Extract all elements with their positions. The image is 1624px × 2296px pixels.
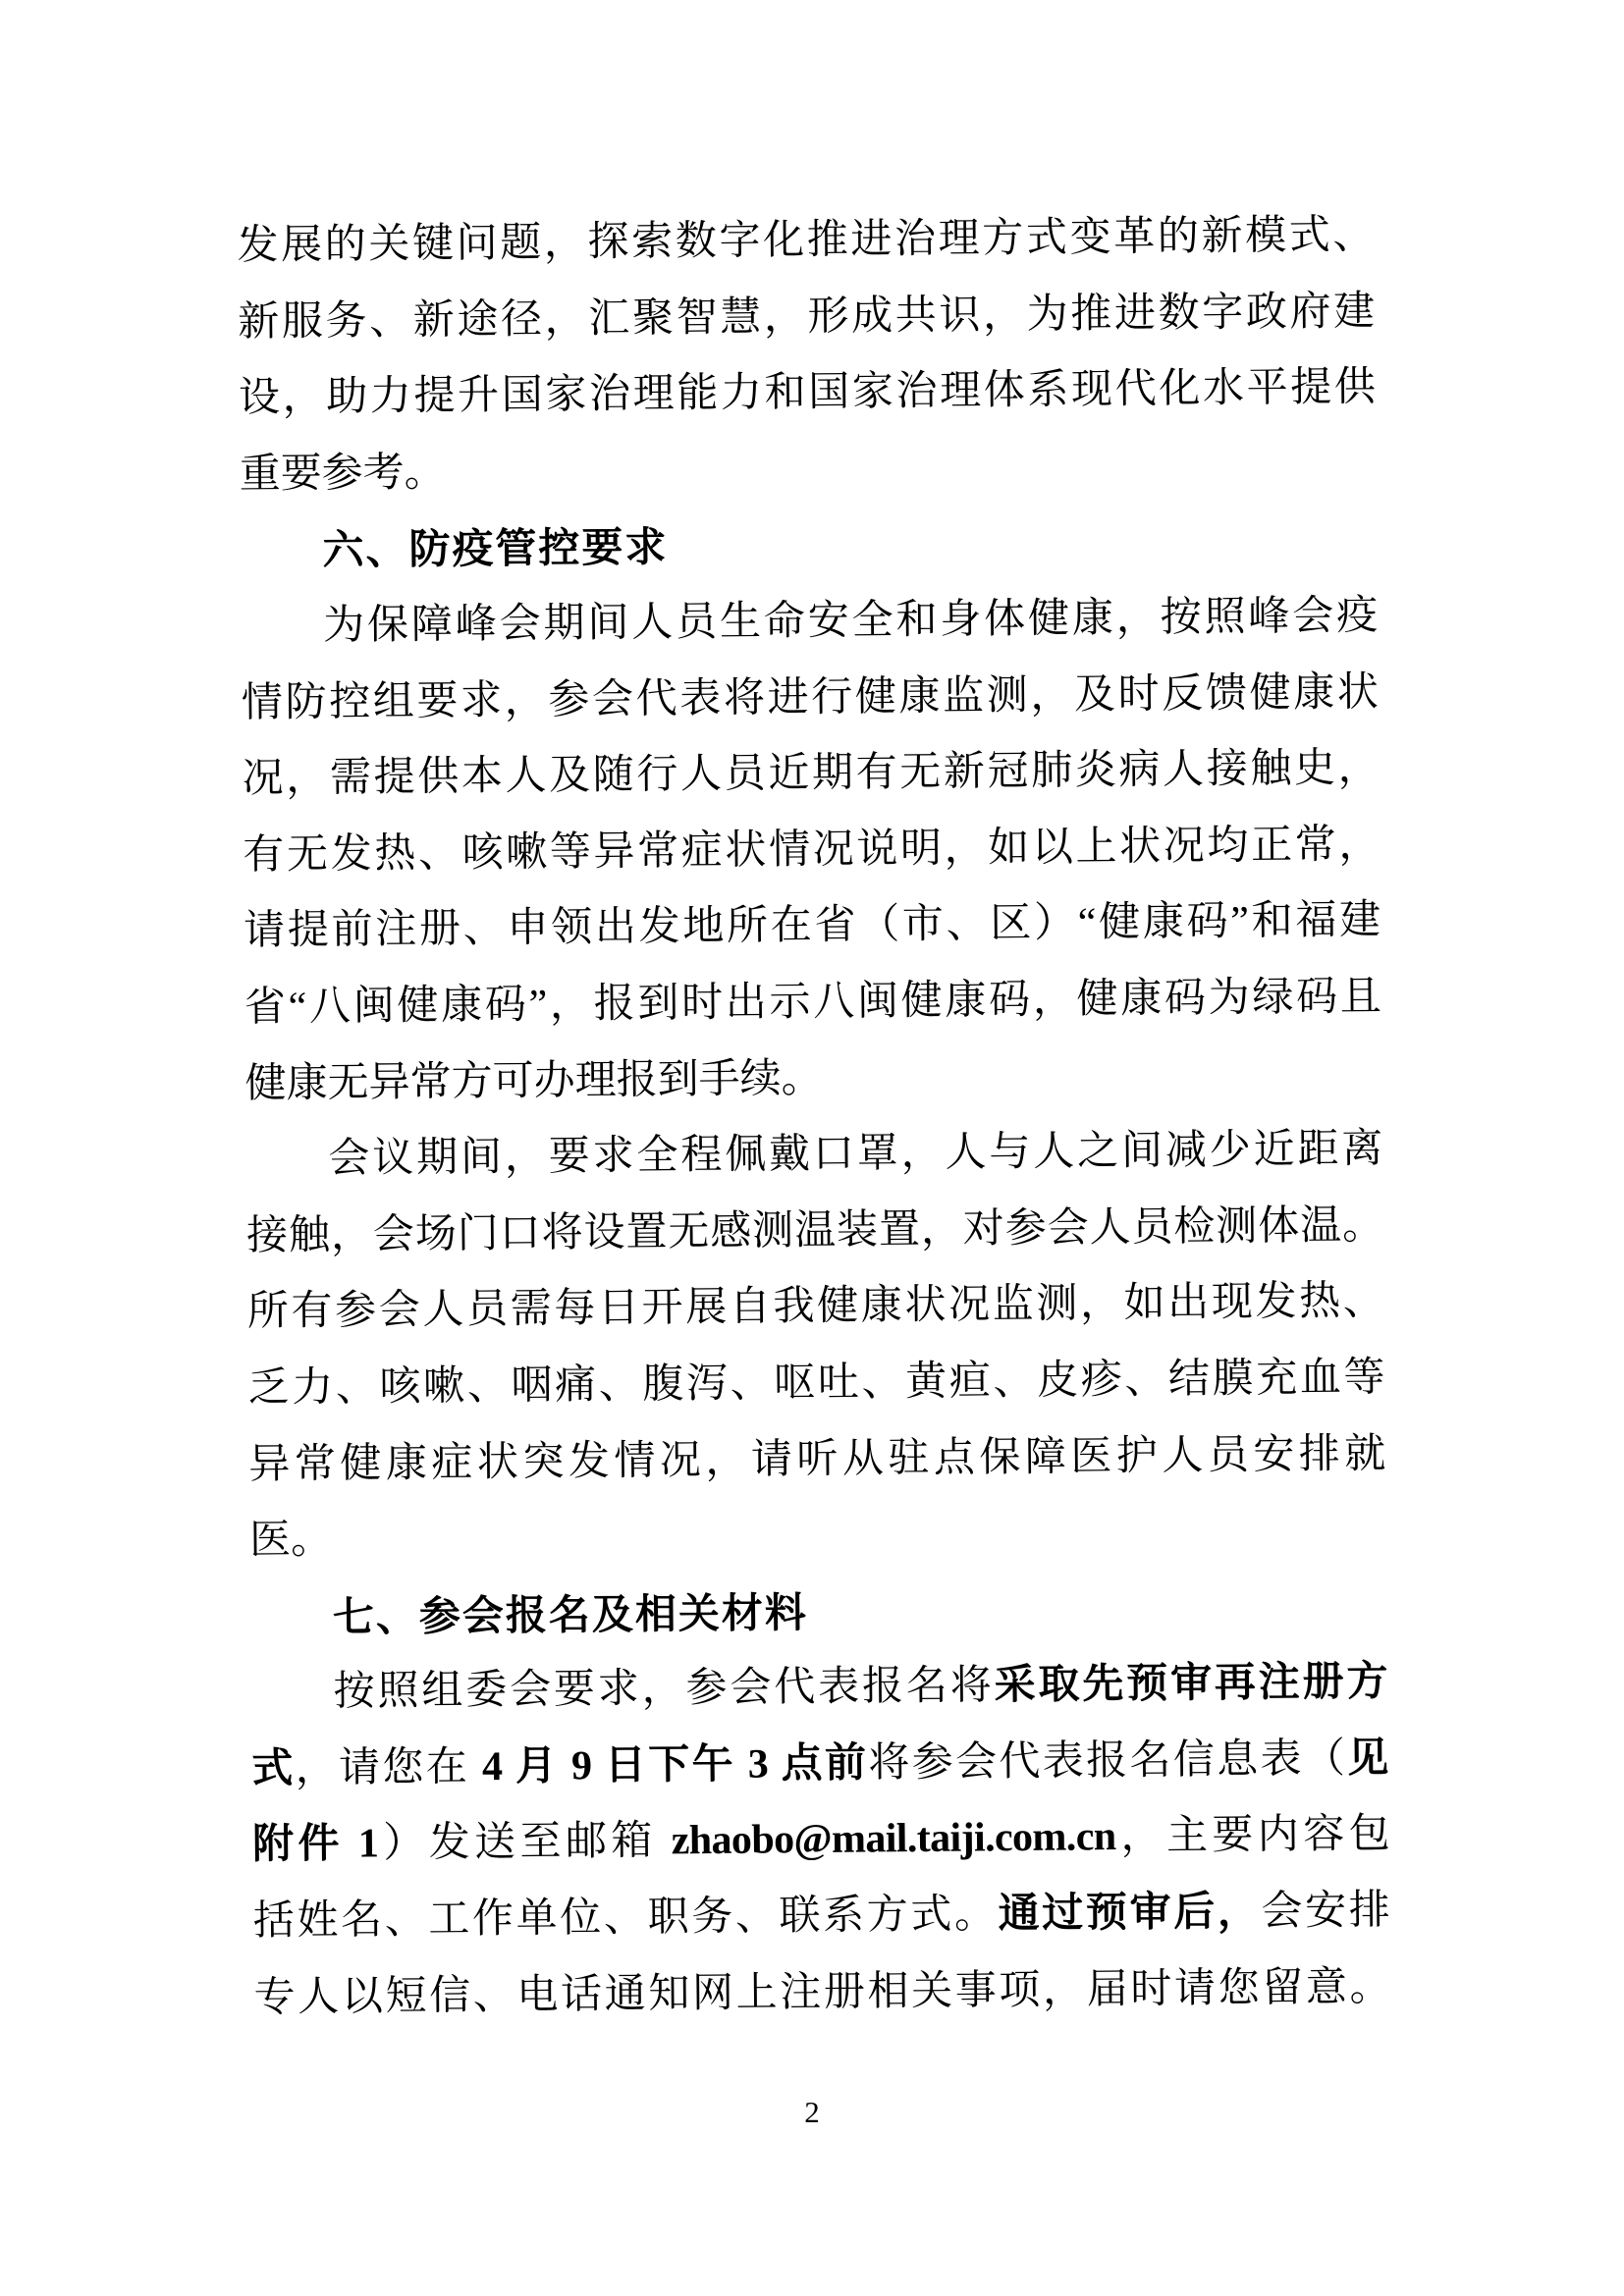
text-run: 医。 (248, 1517, 333, 1564)
body-line (247, 1340, 1385, 1427)
text-run: 新服务、新途径，汇聚智慧，形成共识，为推进数字政府建 (237, 289, 1376, 346)
text-run: 会安排 (1261, 1888, 1390, 1935)
document-text-block (237, 197, 1391, 2036)
body-line (246, 1188, 1384, 1275)
heading-text: 六、防疫管控要求 (322, 523, 669, 574)
body-line (245, 1112, 1383, 1200)
text-run: 为保障峰会期间人员生命安全和身体健康，按照峰会疫 (322, 593, 1379, 649)
section-heading-6 (240, 503, 1378, 590)
text-run-bold: 通过预审后， (998, 1889, 1262, 1938)
text-run: 请提前注册、申领出发地所在省（市、区）“健康码”和福建 (243, 897, 1381, 954)
body-line (250, 1645, 1388, 1733)
text-run: 专人以短信、电话通知网上注册相关事项，届时请您留意。 (253, 1964, 1391, 2021)
text-run: 乏力、咳嗽、咽痛、腹泻、呕吐、黄疸、皮疹、结膜充血等 (247, 1355, 1385, 1412)
text-run: 发展的关键问题，探索数字化推进治理方式变革的新模式、 (237, 212, 1375, 269)
text-run: 异常健康症状突发情况，请听从驻点保障医护人员安排就 (248, 1430, 1386, 1488)
text-run-bold: 见 (1347, 1735, 1389, 1782)
text-run-bold: 附件 1 (251, 1821, 379, 1868)
text-run-bold: 4 月 9 日下午 3 点前 (481, 1740, 869, 1790)
body-line (252, 1873, 1390, 1960)
text-run: 设，助力提升国家治理能力和国家治理体系现代化水平提供 (238, 364, 1377, 421)
body-line (241, 578, 1379, 666)
section-heading-7 (249, 1569, 1387, 1656)
page-number (0, 2095, 1624, 2130)
heading-text: 七、参会报名及相关材料 (332, 1588, 809, 1640)
email-address: zhaobo@mail.taiji.com.cn (671, 1814, 1116, 1864)
body-line (244, 883, 1381, 971)
body-line (252, 1797, 1390, 1885)
body-line (244, 1036, 1382, 1123)
text-run: 会议期间，要求全程佩戴口罩，人与人之间减少近距离 (328, 1126, 1383, 1182)
body-line (242, 731, 1380, 819)
body-line (253, 1949, 1391, 2037)
text-run: 有无发热、咳嗽等异常症状情况说明，如以上状况均正常， (243, 822, 1380, 879)
body-line (238, 274, 1376, 361)
page-number-text: 2 (804, 2095, 820, 2129)
body-line (237, 197, 1375, 285)
body-line (248, 1416, 1386, 1504)
text-run-bold: 采取先预审再注册方 (994, 1659, 1388, 1709)
text-run: 接触，会场门口将设置无感测温装置，对参会人员检测体温。 (245, 1202, 1384, 1259)
text-run: 况，需提供本人及随行人员近期有无新冠肺炎病人接触史， (242, 745, 1380, 802)
body-line (247, 1264, 1385, 1352)
body-line (243, 807, 1380, 894)
text-run-bold: 式 (251, 1745, 296, 1792)
text-run: ，主要内容包 (1115, 1811, 1390, 1860)
text-run: 重要参考。 (239, 450, 446, 498)
text-run: 所有参会人员需每日开展自我健康状况监测，如出现发热、 (246, 1278, 1385, 1335)
text-run: ）发送至邮箱 (378, 1818, 672, 1867)
text-run: 情防控组要求，参会代表将进行健康监测，及时反馈健康状 (241, 669, 1380, 726)
body-line (244, 959, 1382, 1046)
text-run: ，请您在 (295, 1744, 483, 1791)
body-line (249, 1493, 1387, 1580)
text-run: 将参会代表报名信息表（ (868, 1735, 1348, 1787)
body-line (251, 1721, 1389, 1808)
body-line (242, 655, 1380, 742)
body-line (239, 350, 1377, 438)
text-run: 健康无异常方可办理报到手续。 (244, 1055, 823, 1107)
text-run: 省“八闽健康码”，报到时出示八闽健康码，健康码为绿码且 (244, 974, 1382, 1031)
body-line (239, 426, 1377, 513)
text-run: 括姓名、工作单位、职务、联系方式。 (252, 1892, 999, 1945)
text-run: 按照组委会要求，参会代表报名将 (333, 1663, 995, 1716)
